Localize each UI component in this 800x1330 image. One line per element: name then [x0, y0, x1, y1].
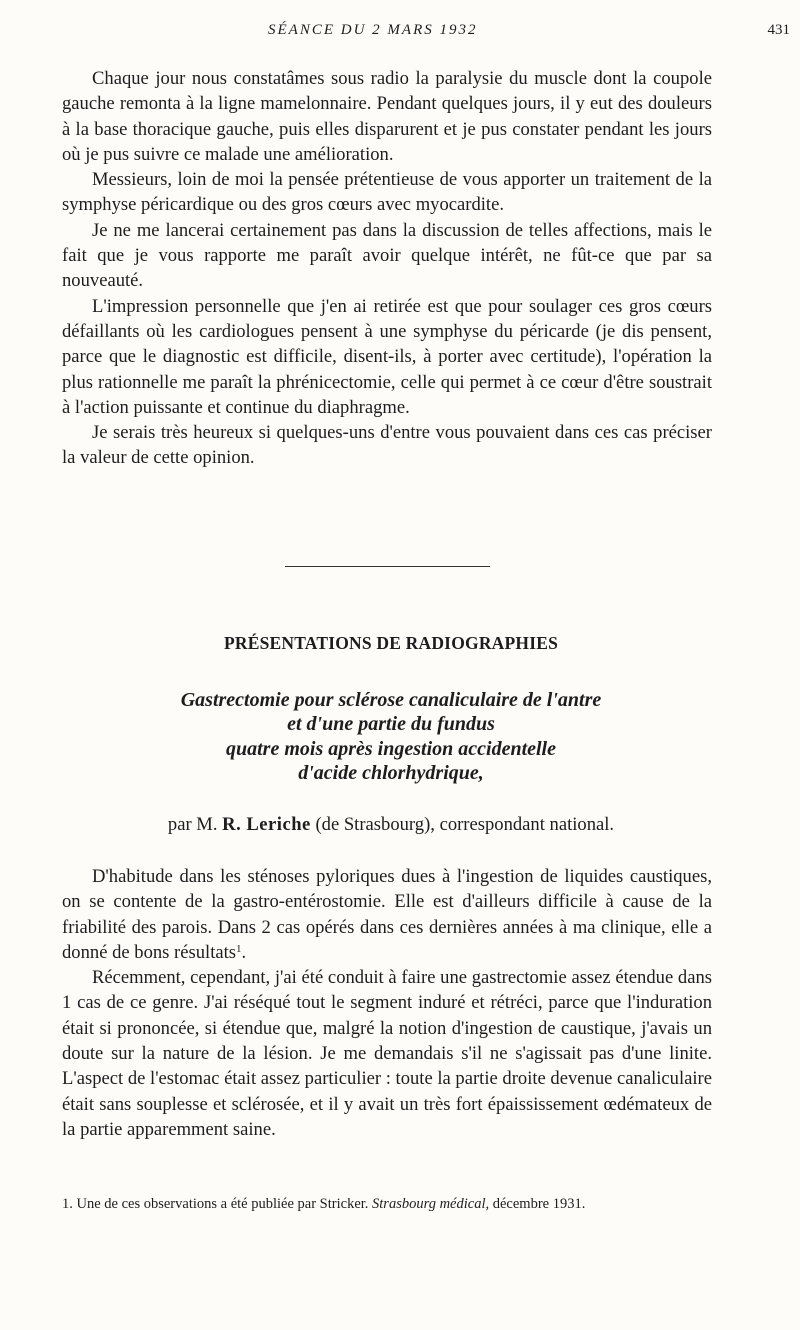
footnote — [62, 1195, 712, 1214]
article-title-line: Gastrectomie pour sclérose canaliculaire de l'antre — [180, 689, 602, 711]
footnote-journal: Strasbourg médical, — [372, 1196, 490, 1212]
footnote-mark: 1 — [236, 942, 242, 955]
running-head — [0, 22, 800, 46]
paragraph — [62, 965, 712, 1142]
article-title — [0, 688, 782, 785]
paragraph: Chaque jour nous constatâmes sous radio la paralysie du muscle dont la coupole gauche remonta à la ligne mamelonnaire. Pendant quelques jours, il y eut des douleurs à la base thoracique gauche, puis elles disparurent et je pus constater pendant les jours où je pus suivre ce malade une amélioration. — [62, 68, 712, 165]
intro-text — [62, 66, 712, 471]
paragraph-text: Récemment, cependant, j'ai été conduit à faire une gastrectomie assez étendue dans 1 cas de ce genre. J'ai réséqué tout le segment induré et rétréci, parce que l'induration était si prononcée, si étendue que, malgré la notion d'ingestion de caustique, j'avais un doute sur la nature de la lésion. Je me demandais s'il ne s'agissait pas d'une linite. L'aspect de l'estomac était assez particulier : toute la partie droite devenue canaliculaire était sans souplesse et sclérosée, et il y avait un très fort épaississement œdémateux de la partie apparemment saine. — [62, 967, 712, 1140]
byline-affiliation: (de Strasbourg), correspondant national. — [315, 814, 615, 835]
section-title: PRÉSENTATIONS DE RADIOGRAPHIES — [223, 633, 559, 653]
article-title-line: quatre mois après ingestion accidentelle — [226, 737, 556, 760]
footnote-text: 1. Une de ces observations a été publiée par Stricker. — [62, 1196, 369, 1212]
byline-prefix: par M. — [167, 814, 218, 835]
article-title-line: et d'une partie du fundus — [287, 713, 495, 736]
paragraph — [62, 864, 712, 965]
paragraph: Je ne me lancerai certainement pas dans la discussion de telles affections, mais le fait que je vous rapporte me paraît avoir quelque intérêt, ne fût-ce que par sa nouveauté. — [62, 219, 712, 292]
section-divider — [285, 566, 490, 567]
byline — [0, 814, 782, 836]
footnote-date: décembre 1931. — [492, 1196, 586, 1212]
article-title-line: d'acide chlorhydrique, — [298, 761, 484, 784]
running-title: SÉANCE DU 2 MARS 1932 — [268, 22, 478, 38]
page-number: 431 — [767, 22, 790, 38]
author-name: R. Leriche — [222, 814, 311, 835]
paragraph: Je serais très heureux si quelques-uns d'entre vous pouvaient dans ces cas préciser la valeur de cette opinion. — [62, 422, 712, 469]
paragraph: Messieurs, loin de moi la pensée prétentieuse de vous apporter un traitement de la symphyse péricardique ou des gros cœurs avec myocardite. — [62, 169, 712, 216]
article-body — [62, 864, 712, 1142]
paragraph: L'impression personnelle que j'en ai retirée est que pour soulager ces gros cœurs défaillants où les cardiologues pensent à une symphyse du péricarde (je dis pensent, parce que le diagnostic est difficile, disent-ils, à porter avec certitude), l'opération la plus rationnelle me paraît la phrénicectomie, celle qui permet à ce cœur d'être soustrait à l'action puissante et continue du diaphragme. — [62, 295, 712, 418]
paragraph-end: . — [241, 941, 247, 963]
paragraph-text: D'habitude dans les sténoses pyloriques dues à l'ingestion de liquides caustiques, on se contente de la gastro-entérostomie. Elle est d'ailleurs difficile à cause de la friabilité des parois. Dans 2 cas opérés dans ces dernières années à ma clinique, elle a donné de bons résultats — [62, 866, 712, 963]
